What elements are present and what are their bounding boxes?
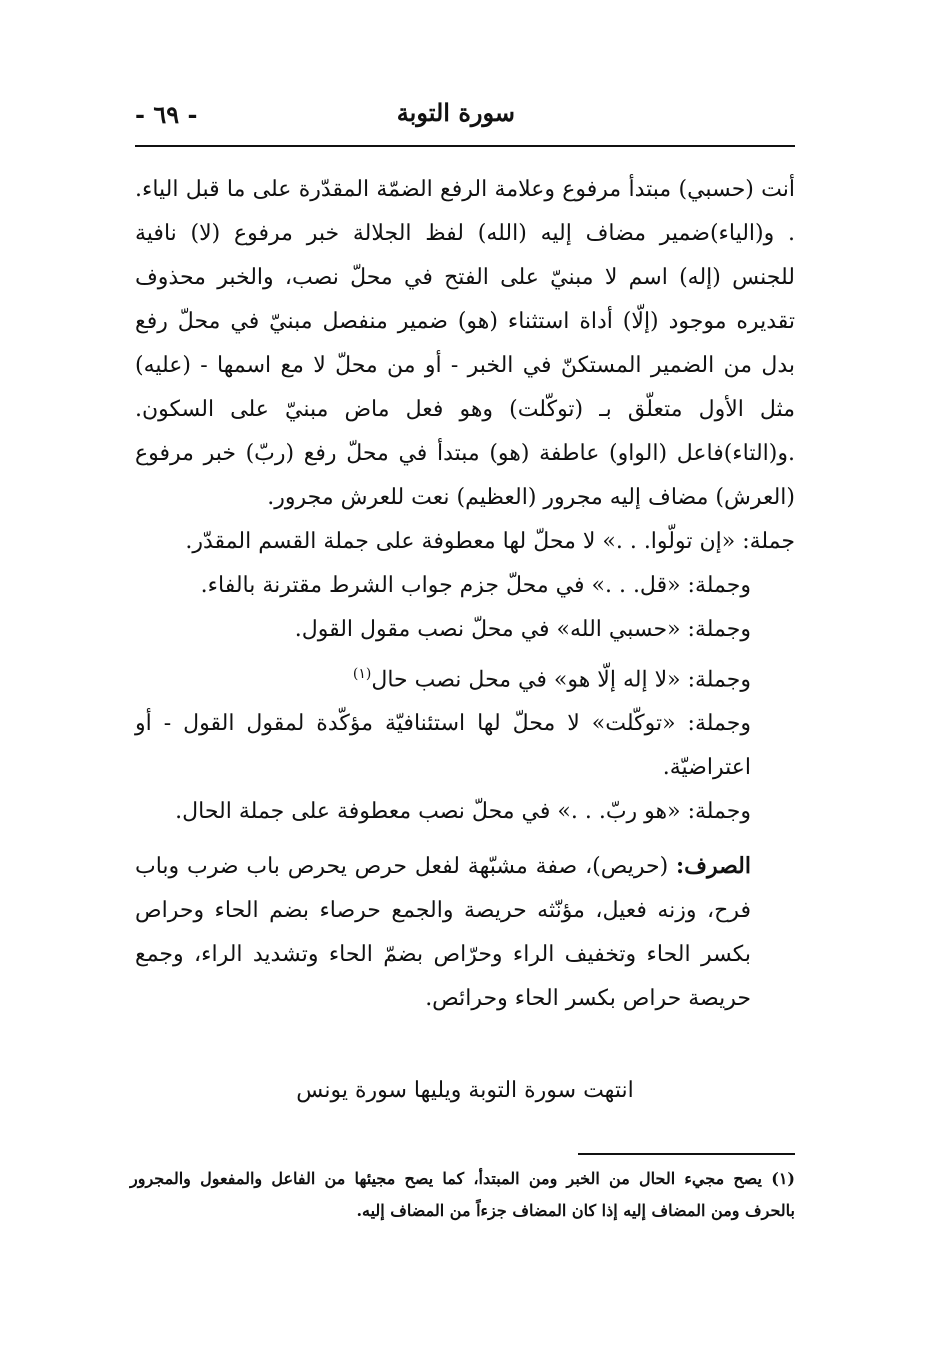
sentence-analysis-2: وجملة: «قل. . .» في محلّ جزم جواب الشرط مقترنة بالفاء. <box>200 573 751 598</box>
spacer <box>135 834 795 844</box>
footnote-paragraph <box>130 1163 795 1227</box>
sarf-label: الصرف: <box>676 853 751 880</box>
footnote-reference[interactable]: (١) <box>352 666 372 682</box>
sentence-analysis-6: وجملة: «هو ربّ. . .» في محلّ نصب معطوفة على جملة الحال. <box>175 799 751 825</box>
sentence-analysis-1: جملة: «إن تولّوا. . .» لا محلّ لها معطوفة على جملة القسم المقدّر. <box>185 529 795 554</box>
sentence-analysis-5: وجملة: «توكّلت» لا محلّ لها استئنافيّة مؤكّدة لمقول القول - أو اعتراضيّة. <box>135 711 751 781</box>
sarf-paragraph <box>135 844 795 1021</box>
footnote-text: يصح مجيء الحال من الخبر ومن المبتدأ، كما يصح مجيئها من الفاعل والمفعول والمجرور بالحرف ومن المضاف إليه إذا كان المضاف جزءاً من المضاف إليه. <box>130 1169 795 1220</box>
sarf-text: (حريص)، صفة مشبّهة لفعل حرص يحرص باب ضرب وباب فرح، وزنه فعيل، مؤنّثه حريصة والجمع حرصاء بضم الحاء وحراص بكسر الحاء وتخفيف الراء وحرّاص بضمّ الحاء وتشديد الراء، وجمع حريصة حراص بكسر الحاء وحرائص. <box>135 854 751 1012</box>
parsing-paragraph: أنت (حسبي) مبتدأ مرفوع وعلامة الرفع الضمّة المقدّرة على ما قبل الياء. . و(الياء)ضمير مضاف إليه (الله) لفظ الجلالة خبر مرفوع (لا) نافية للجنس (إله) اسم لا مبنيّ على الفتح في محلّ نصب، والخبر محذوف تقديره موجود (إلّا) أداة استثناء (هو) ضمير منفصل مبنيّ في محلّ رفع بدل من الضمير المستكنّ في الخبر - أو من محلّ لا مع اسمها - (عليه) مثل الأول متعلّق بـ (توكّلت) وهو فعل ماض مبنيّ على السكون. .و(التاء)فاعل (الواو) عاطفة (هو) مبتدأ في محلّ رفع (ربّ) خبر مرفوع (العرش) مضاف إليه مجرور (العظيم) نعت للعرش مجرور. <box>135 177 796 510</box>
sentence-analysis-4-text: وجملة: «لا إله إلّا هو» في محل نصب حال <box>371 667 751 693</box>
sentence-analysis-4 <box>135 652 795 702</box>
header-divider <box>135 145 795 147</box>
running-title: سورة التوبة <box>396 98 515 127</box>
footnote-divider <box>578 1153 795 1155</box>
page-number: - ٦٩ - <box>135 100 198 129</box>
surah-end-note: انتهت سورة التوبة ويليها سورة يونس <box>296 1078 634 1103</box>
main-text <box>135 168 795 1021</box>
footnote-marker: (١) <box>771 1169 795 1188</box>
footnote <box>130 1163 795 1227</box>
page-header <box>135 96 795 140</box>
sentence-analysis-3-text: وجملة: «حسبي الله» في محلّ نصب مقول القول. <box>294 617 751 642</box>
sentence-analysis-3 <box>135 608 795 652</box>
